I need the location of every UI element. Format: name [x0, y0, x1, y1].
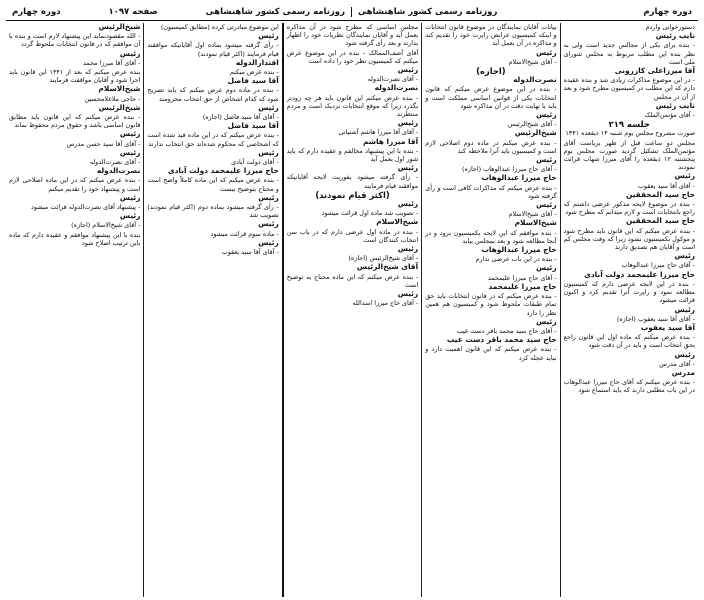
center-heading: (اجازه) — [476, 66, 506, 77]
speaker-name: رئیس — [258, 219, 279, 229]
center-heading: (اکثر قیام نمودند) — [315, 189, 390, 200]
paragraph: - آقای نصرت‌الدوله — [89, 158, 141, 167]
paragraph: - بنده عرض میکنم که آقای حاج میرزا عبدالوهاب در این باب مطلبی دارند که باید استماع شود — [563, 378, 695, 395]
speaker-name: شیخ‌الاسلام — [98, 84, 141, 94]
paragraph: - بنده عرض میکنم که این قانون باید مطرح شود و موکول بکمیسیون نشود زیرا که وقت مجلس کم است و آقایان هم تصدیق دارند — [563, 226, 695, 252]
speaker-name: رئیس — [258, 31, 279, 41]
center-heading: جلسه ۲۱۹ — [608, 119, 650, 130]
paragraph: - آقای حاج میرزا علیمحمد — [487, 273, 557, 282]
paragraph: - تصویب شد ماده اول قرائت میشود — [321, 209, 419, 218]
paragraph: - بنده با این پیشنهاد مخالفم و عقیده دارم که باید شور اول بعمل آید — [286, 146, 419, 164]
speaker-name: رئیس — [674, 304, 695, 314]
paragraph: - آقای شیخ‌الاسلام — [508, 57, 557, 66]
paragraph: - بنده عرض میکنم که در این ماده اصلاحی لازم است و پیشنهاد خود را تقدیم میکنم — [8, 176, 141, 193]
speaker-name: حاج سید المحققین — [625, 216, 695, 226]
header-left-half — [6, 7, 352, 17]
paragraph: - آقای آقا سید حسن مدرس — [66, 139, 141, 148]
header-right-half — [352, 7, 698, 17]
speaker-name: رئیس — [258, 237, 279, 247]
speaker-name: رئیس — [674, 171, 695, 181]
paragraph: - بنده عرض میکنم که این قانون باید مطابق قانون اساسی باشد و حقوق مردم محفوظ بماند — [8, 113, 141, 130]
paragraph: - بنده عرض میکنم که مذاکرات کافی است و رأی گرفته شود — [425, 183, 557, 200]
speaker-name: رئیس — [536, 316, 557, 326]
paragraph: - آقای شیخ‌الاسلام (اجازه) — [71, 221, 141, 230]
paragraph: - بنده عرض میکنم که این قانون اهمیت دارد و نباید عجله کرد — [425, 345, 557, 362]
paragraph: بیانات آقایان نمایندگان در موضوع قانون انتخابات و اینکه کمیسیون عرایض راپرت خود را تقدیم کند و مذاکره در آن بعمل آید — [425, 23, 557, 48]
speaker-name: حاج میرزا عبدالوهاب — [481, 173, 557, 183]
paragraph: - آقای مؤتمن‌الملک — [644, 111, 695, 120]
speaker-name: آقا میرزاعلی کازرونی — [614, 66, 695, 76]
speaker-name: آقا میرزا هاشم — [362, 136, 419, 146]
speaker-name: آقا سید فاضل — [227, 76, 279, 86]
speaker-name: رئیس — [397, 244, 419, 254]
paragraph: آقای آصف‌الممالک - بنده در این موضوع عرض میکنم که کمیسیون نظر خود را داده است — [286, 48, 419, 65]
header-issue-left: دوره چهارم — [12, 7, 61, 17]
paragraph: - بنده در این موضوع عرض میکنم که قانون انتخابات یکی از قوانین اساسی مملکت است و باید با نهایت دقت در آن مذاکره شود — [425, 85, 557, 110]
speaker-name: شیخ‌الرئیس — [514, 128, 557, 138]
paragraph: - بنده در موضوع لایحه مذکور عرضی داشتم که راجع بانتخابات است و لازم میدانم که مطرح شود — [563, 200, 695, 217]
speaker-name: حاج میرزا علیمحمد دولت آبادی — [584, 269, 695, 279]
speaker-name: رئیس — [674, 251, 695, 261]
paragraph: مجلس اساسی که مطرح شود در آن مذاکره بعمل آید و آقایان نمایندگان نظریات خود را اظهار بدارند و بعد رأی گرفته شود — [286, 23, 419, 48]
speaker-name: نایب رئیس — [655, 31, 695, 41]
paragraph: - آقای آقا سید یعقوب — [637, 181, 695, 190]
speaker-name: نصرت‌الدوله — [374, 83, 419, 93]
text-column — [284, 23, 422, 597]
speaker-name: رئیس — [397, 289, 419, 299]
speaker-name: رئیس — [397, 118, 419, 128]
paragraph: - بنده عرض میکنم که این ماده محتاج به توضیح است — [286, 272, 419, 289]
paragraph: - آقای آقا سید یعقوب (اجازه) — [616, 314, 695, 323]
speaker-name: شیخ‌الرئیس — [98, 23, 141, 31]
speaker-name: آقای شیخ‌الرئیس — [356, 262, 419, 272]
speaker-name: رئیس — [258, 147, 279, 157]
paragraph: - آقای مدرس — [659, 359, 695, 368]
paragraph: - بنده در این لایحه عرضی دارم که کمیسیون مطالعه نمود و راپرت آنرا تقدیم کرد و اکنون قرائت میشود — [563, 279, 695, 305]
paragraph: - آقای شیخ‌الرئیس — [507, 120, 557, 129]
paragraph: - حاجی ملاغلامحسین — [84, 94, 141, 103]
text-columns — [6, 23, 698, 597]
speaker-name: رئیس — [536, 263, 557, 273]
speaker-name: رئیس — [397, 163, 419, 173]
speaker-name: رئیس — [119, 211, 141, 221]
paragraph: - آقای شیخ‌الاسلام — [508, 210, 557, 219]
speaker-name: رئیس — [258, 192, 279, 202]
paragraph: - رأی گرفته میشود بماده دوم (اکثر قیام نمودند) تصویب شد — [147, 203, 279, 220]
speaker-name: رئیس — [536, 47, 557, 57]
paragraph: - آقای دولت آبادی — [231, 158, 279, 167]
paragraph: - آقای حاج سید محمد باقر دست غیب — [456, 326, 557, 335]
paragraph: - در این موضوع مذاکرات زیادی شد و بنده عقیده دارم که این مطلب در کمیسیون مطرح شود و بعد از آن در مجلس — [563, 76, 695, 101]
paragraph: - بنده موافقم که این لایحه بکمیسیون برود و در آنجا مطالعه شود و بعد بمجلس بیاید — [425, 228, 557, 245]
paragraph: دستورخوانی واردم — [645, 23, 695, 31]
paragraph: - رأی گرفته میشود بماده اول آقایانیکه موافقند قیام فرمایند (اکثر قیام نمودند) — [147, 41, 279, 58]
paragraph: صورت مشروح مجلس یوم شنبه ۱۴ ذیقعده ۱۳۴۱ — [565, 129, 695, 138]
paragraph: - الله مقصودنماید این پیشنهاد لازم است و بنده با آن موافقم که در قانون انتخابات ملحوظ گردد — [8, 32, 141, 49]
paragraph: - بنده عرض میکنم — [229, 68, 279, 77]
speaker-name: نصرت‌الدوله — [96, 166, 141, 176]
paragraph: - بنده عرض میکنم در ماده دوم اصلاحی لازم است و کمیسیون باید آنرا ملاحظه کند — [425, 138, 557, 155]
paragraph: - آقای حاج میرزا اسدالله — [352, 299, 419, 308]
paragraph: - آقای آقا سید فاضل (اجازه) — [202, 113, 279, 122]
text-column — [422, 23, 560, 597]
speaker-name: حاج سید المحققین — [625, 189, 695, 199]
speaker-name: رئیس — [258, 102, 279, 112]
text-column — [6, 23, 144, 597]
text-column — [561, 23, 698, 597]
speaker-name: نایب رئیس — [655, 100, 695, 110]
page-number: صفحه ۱۰۹۷ — [108, 7, 158, 17]
speaker-name: حاج میرزا علیمحمد — [488, 281, 557, 291]
paragraph: - پیشنهاد آقای نصرت‌الدوله قرائت میشود — [31, 203, 141, 212]
paragraph: - آقای شیخ‌الرئیس (اجازه) — [348, 254, 419, 263]
paragraph: - آقای آقا سید یعقوب — [221, 248, 279, 257]
speaker-name: رئیس — [119, 48, 141, 58]
paragraph: - آقای نصرت‌الدوله — [367, 75, 419, 84]
paragraph: - بنده عرض میکنم که در قانون انتخابات باید حق تمام طبقات ملحوظ شود و کمیسیون هم همین نظر را دارد — [425, 292, 557, 317]
speaker-name: رئیس — [119, 147, 141, 157]
speaker-name: رئیس — [536, 110, 557, 120]
speaker-name: رئیس — [119, 192, 141, 202]
header-title-left: روزنامه رسمی کشور شاهنشاهی — [205, 7, 345, 17]
speaker-name: نصرت‌الدوله — [513, 75, 557, 85]
paragraph: - بنده در این باب عرضی ندارم — [475, 255, 557, 264]
paragraph: بنده عرض میکنم که بعد از ۱۳۴۱ این قانون باید اجرا شود و آقایان موافقت فرمایند — [8, 68, 141, 85]
speaker-name: آقا سید فاضل — [227, 121, 279, 131]
speaker-name: رئیس — [536, 200, 557, 210]
paragraph: - بنده عرض میکنم که در این ماده قید شده است که اشخاصی که محکوم شده‌اند حق انتخاب ندارند — [147, 131, 279, 148]
speaker-name: اقتدارالدوله — [235, 57, 279, 67]
paragraph: مجلس دو ساعت قبل از ظهر بریاست آقای مؤتمن‌الملک تشکیل گردید صورت مجلس یوم پنجشنبه ۱۲ ذیقعده را آقای میرزا شهاب قرائت نمودند — [563, 138, 695, 172]
speaker-name: رئیس — [674, 349, 695, 359]
speaker-name: رئیس — [536, 155, 557, 165]
speaker-name: رئیس — [397, 199, 419, 209]
speaker-name: شیخ‌الرئیس — [98, 102, 141, 112]
paragraph: بنده با این پیشنهاد موافقم و عقیده دارم که ماده باین ترتیب اصلاح شود — [8, 230, 141, 247]
paragraph: این موضوع مبادرتی کرده (مطابق کمیسیون) — [160, 23, 279, 31]
speaker-name: حاج میرزا علیمحمد دولت آبادی — [167, 166, 279, 176]
paragraph: - ماده سوم قرائت میشود — [210, 229, 279, 238]
paragraph: - بنده در ماده دوم عرض میکنم که باید تصریح شود که کدام اشخاص از حق انتخاب محرومند — [147, 86, 279, 103]
speaker-name: شیخ‌الاسلام — [376, 217, 419, 227]
speaker-name: حاج سید محمد باقر دست غیب — [446, 335, 557, 345]
paragraph: - آقای حاج میرزا عبدالوهاب — [621, 261, 695, 270]
paragraph: - آقای آقا میرزا هاشم آشتیانی — [338, 128, 419, 137]
running-header — [6, 4, 698, 21]
speaker-name: مدرس — [671, 367, 695, 377]
header-title: روزنامه رسمی کشور شاهنشاهی — [358, 7, 498, 17]
speaker-name: آقا سید یعقوب — [640, 322, 695, 332]
text-column — [144, 23, 283, 597]
paragraph: - بنده عرض میکنم این قانون باید هر چه زودتر بگذرد زیرا که موقع انتخابات نزدیک است و مردم منتظرند — [286, 93, 419, 119]
speaker-name: رئیس — [119, 129, 141, 139]
paragraph: - بنده در ماده اول عرضی دارم که در باب سن انتخاب کنندگان است — [286, 227, 419, 244]
paragraph: - آقای حاج میرزا عبدالوهاب (اجازه) — [462, 165, 557, 174]
paragraph: - بنده برای یکی از مجالس جدید است ولی به نظر بنده این مطلب مربوط به مجلس شورای ملی است — [563, 41, 695, 66]
speaker-name: حاج میرزا عبدالوهاب — [481, 245, 557, 255]
header-issue: دوره چهارم — [643, 7, 692, 17]
paragraph: - رأی گرفته میشود بفوریت لایحه آقایانیکه موافقند قیام فرمایند — [286, 173, 419, 190]
paragraph: - بنده عرض میکنم که ماده اول این قانون راجع بحق انتخاب است و باید در آن دقت شود — [563, 333, 695, 350]
paragraph: - آقای آقا میرزا محمد — [83, 58, 141, 67]
speaker-name: شیخ‌الاسلام — [514, 218, 557, 228]
paragraph: - بنده عرض میکنم که این ماده کاملاً واضح است و محتاج بتوضیح نیست — [147, 176, 279, 193]
speaker-name: رئیس — [397, 65, 419, 75]
